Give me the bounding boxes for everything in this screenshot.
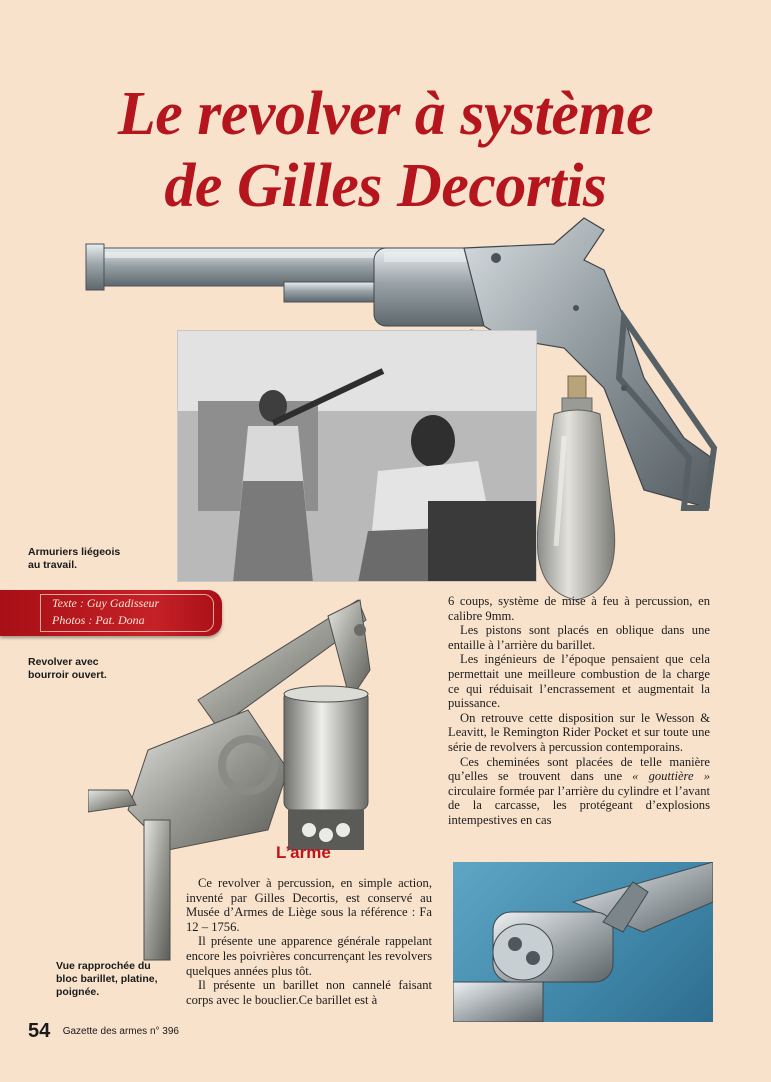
text-column-right: [448, 594, 710, 828]
text-run-italic: « gouttière »: [632, 769, 710, 784]
credits-banner: [0, 590, 222, 636]
paragraph: Ce revolver à percussion, en simple action, inventé par Gilles Decortis, est conservé au Musée d’Armes de Liège sous la référence : Fa 12 – 1756.: [186, 876, 432, 934]
paragraph: [448, 755, 710, 828]
magazine-name: Gazette des armes n° 396: [62, 1026, 179, 1037]
page-footer: [28, 1020, 179, 1043]
title-line-2: de Gilles Decortis: [164, 152, 607, 220]
page-title: [0, 78, 771, 222]
text-run: Ces cheminées sont placées de telle manière qu’elles se trouvent dans une: [448, 754, 710, 784]
caption-workshop: [28, 546, 120, 572]
title-line-1: Le revolver à système: [117, 80, 654, 148]
page-number: 54: [28, 1020, 51, 1042]
caption-open-revolver: [28, 656, 107, 682]
text-run: circulaire formée par l’arrière du cylindre et l’avant de la carcasse, les protégeant d’explosions intempestives en cas: [448, 783, 710, 827]
caption-line: bourroir ouvert.: [28, 669, 107, 681]
caption-line: bloc barillet, platine,: [56, 973, 158, 985]
caption-line: Armuriers liégeois: [28, 546, 121, 558]
caption-line: poignée.: [56, 986, 100, 998]
workshop-photo: [177, 330, 537, 582]
paragraph-continued: 6 coups, système de mise à feu à percussion, en calibre 9mm.: [448, 594, 710, 623]
section-heading: L’arme: [276, 843, 331, 862]
paragraph: Il présente un barillet non cannelé faisant corps avec le bouclier.Ce barillet est à: [186, 978, 432, 1007]
paragraph: Les pistons sont placés en oblique dans une entaille à l’arrière du barillet.: [448, 623, 710, 652]
credit-photo-author: Photos : Pat. Dona: [52, 613, 145, 627]
text-column-left: [186, 876, 432, 1007]
caption-line: au travail.: [28, 559, 78, 571]
closeup-revolver-photo: [453, 862, 713, 1022]
paragraph: Il présente une apparence générale rappelant encore les poivrières concurrençant les revolvers quelques années plus tôt.: [186, 934, 432, 978]
caption-line: Revolver avec: [28, 656, 99, 668]
caption-line: Vue rapprochée du: [56, 960, 151, 972]
paragraph: On retrouve cette disposition sur le Wesson & Leavitt, le Remington Rider Pocket et sur toute une série de revolvers à percussion contemporains.: [448, 710, 710, 754]
credit-text-author: Texte : Guy Gadisseur: [52, 596, 160, 610]
caption-closeup: [56, 960, 158, 999]
paragraph: Les ingénieurs de l’époque pensaient que cela permettait une meilleure combustion de la charge ce qui réduisait l’encrassement et augmentait la puissance.: [448, 652, 710, 711]
